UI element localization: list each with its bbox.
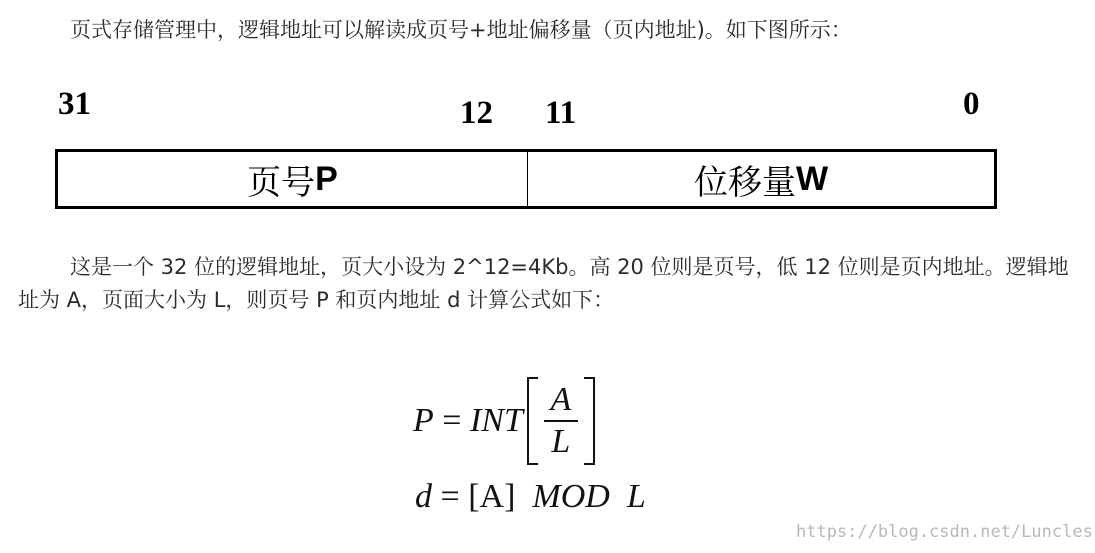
description-paragraph: 这是一个 32 位的逻辑地址，页大小设为 2^12=4Kb。高 20 位则是页号，低 12 位则是页内地址。逻辑地址为 A，页面大小为 L，则页号 P 和页内地址 d 计算公式如下： xyxy=(18,255,1069,312)
formula2-bracket-a: [A] xyxy=(468,478,516,515)
page-number-label: 页号 xyxy=(247,162,316,203)
right-bracket xyxy=(584,377,595,465)
formula-int: INT xyxy=(469,402,523,439)
logical-address-diagram xyxy=(55,149,997,209)
formula-l: L xyxy=(626,478,646,515)
fraction xyxy=(541,382,581,460)
bit-label-31: 31 xyxy=(58,86,91,122)
offset-formula xyxy=(415,478,646,516)
intro-paragraph: 页式存储管理中，逻辑地址可以解读成页号+地址偏移量（页内地址)。如下图所示： xyxy=(70,18,852,42)
fraction-bar xyxy=(544,420,578,422)
watermark: https://blog.csdn.net/Luncles xyxy=(796,522,1093,542)
fraction-denominator: L xyxy=(551,423,571,460)
bit-label-0: 0 xyxy=(963,86,980,122)
page-number-formula xyxy=(413,378,598,464)
offset-field xyxy=(528,152,994,206)
bit-label-12: 12 xyxy=(460,95,493,131)
formula2-equals: = xyxy=(432,478,469,515)
formula-d: d xyxy=(415,478,432,515)
bit-label-11: 11 xyxy=(545,95,577,131)
formula-mod: MOD xyxy=(532,478,610,515)
offset-label: 位移量 xyxy=(693,162,796,203)
formula-equals: = xyxy=(433,402,470,439)
formula-p: P xyxy=(413,402,434,439)
fraction-numerator: A xyxy=(550,381,572,418)
left-bracket xyxy=(527,377,538,465)
page-number-field xyxy=(58,152,528,206)
offset-letter: W xyxy=(795,159,829,198)
page-number-letter: P xyxy=(315,159,338,198)
